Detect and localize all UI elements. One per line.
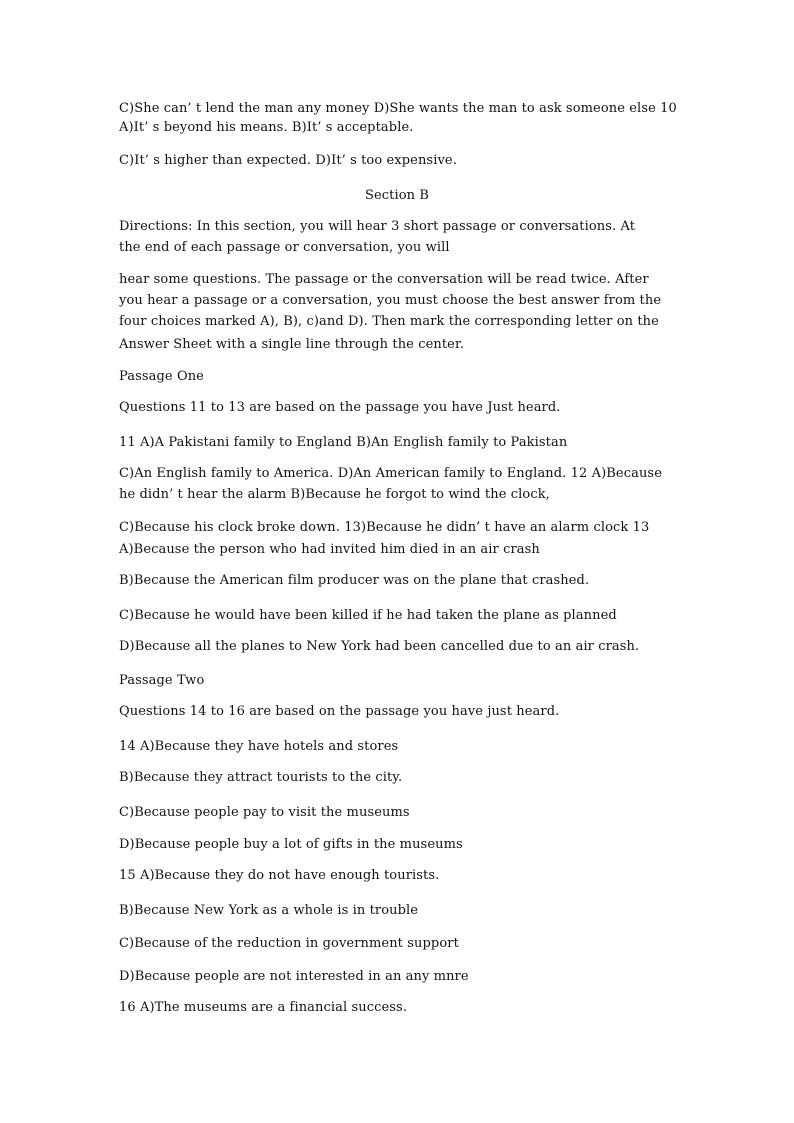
directions-line: four choices marked A), B), c)and D). Then mark the corresponding letter on the	[119, 314, 659, 329]
question-option: D)Because people buy a lot of gifts in the museums	[119, 837, 463, 852]
passage-heading: Passage One	[119, 369, 204, 384]
directions-line: hear some questions. The passage or the conversation will be read twice. After	[119, 272, 649, 287]
question-option: C)Because people pay to visit the museums	[119, 805, 410, 820]
question-option: B)Because they attract tourists to the city.	[119, 770, 403, 785]
directions-line: Directions: In this section, you will hear 3 short passage or conversations. At	[119, 219, 636, 234]
question-option: C)Because of the reduction in government support	[119, 936, 459, 951]
text-line: A)It’ s beyond his means. B)It’ s acceptable.	[119, 120, 414, 135]
text-line: C)It’ s higher than expected. D)It’ s too expensive.	[119, 153, 457, 168]
directions-line: the end of each passage or conversation, you will	[119, 240, 450, 255]
question-option: A)Because the person who had invited him died in an air crash	[119, 542, 540, 557]
passage-heading: Passage Two	[119, 673, 205, 688]
question-option: D)Because all the planes to New York had been cancelled due to an air crash.	[119, 639, 640, 654]
question-option: C)An English family to America. D)An American family to England. 12 A)Because	[119, 466, 662, 481]
section-heading: Section B	[364, 188, 430, 203]
question-option: C)Because he would have been killed if he had taken the plane as planned	[119, 608, 617, 623]
directions-line: Answer Sheet with a single line through the center.	[119, 337, 465, 352]
question-option: D)Because people are not interested in an any mnre	[119, 969, 469, 984]
directions-line: you hear a passage or a conversation, you must choose the best answer from the	[119, 293, 662, 308]
question-option: B)Because the American film producer was on the plane that crashed.	[119, 573, 590, 588]
question-option: C)Because his clock broke down. 13)Because he didn’ t have an alarm clock 13	[119, 520, 650, 535]
question-option: 14 A)Because they have hotels and stores	[119, 739, 399, 754]
questions-intro: Questions 14 to 16 are based on the passage you have just heard.	[119, 704, 560, 719]
question-option: B)Because New York as a whole is in trouble	[119, 903, 419, 918]
question-option: 11 A)A Pakistani family to England B)An English family to Pakistan	[119, 435, 568, 450]
questions-intro: Questions 11 to 13 are based on the passage you have Just heard.	[119, 400, 561, 415]
text-line: C)She can’ t lend the man any money D)She wants the man to ask someone else 10	[119, 101, 677, 116]
question-option: he didn’ t hear the alarm B)Because he forgot to wind the clock,	[119, 487, 550, 502]
question-option: 16 A)The museums are a financial success.	[119, 1000, 408, 1015]
question-option: 15 A)Because they do not have enough tourists.	[119, 868, 440, 883]
